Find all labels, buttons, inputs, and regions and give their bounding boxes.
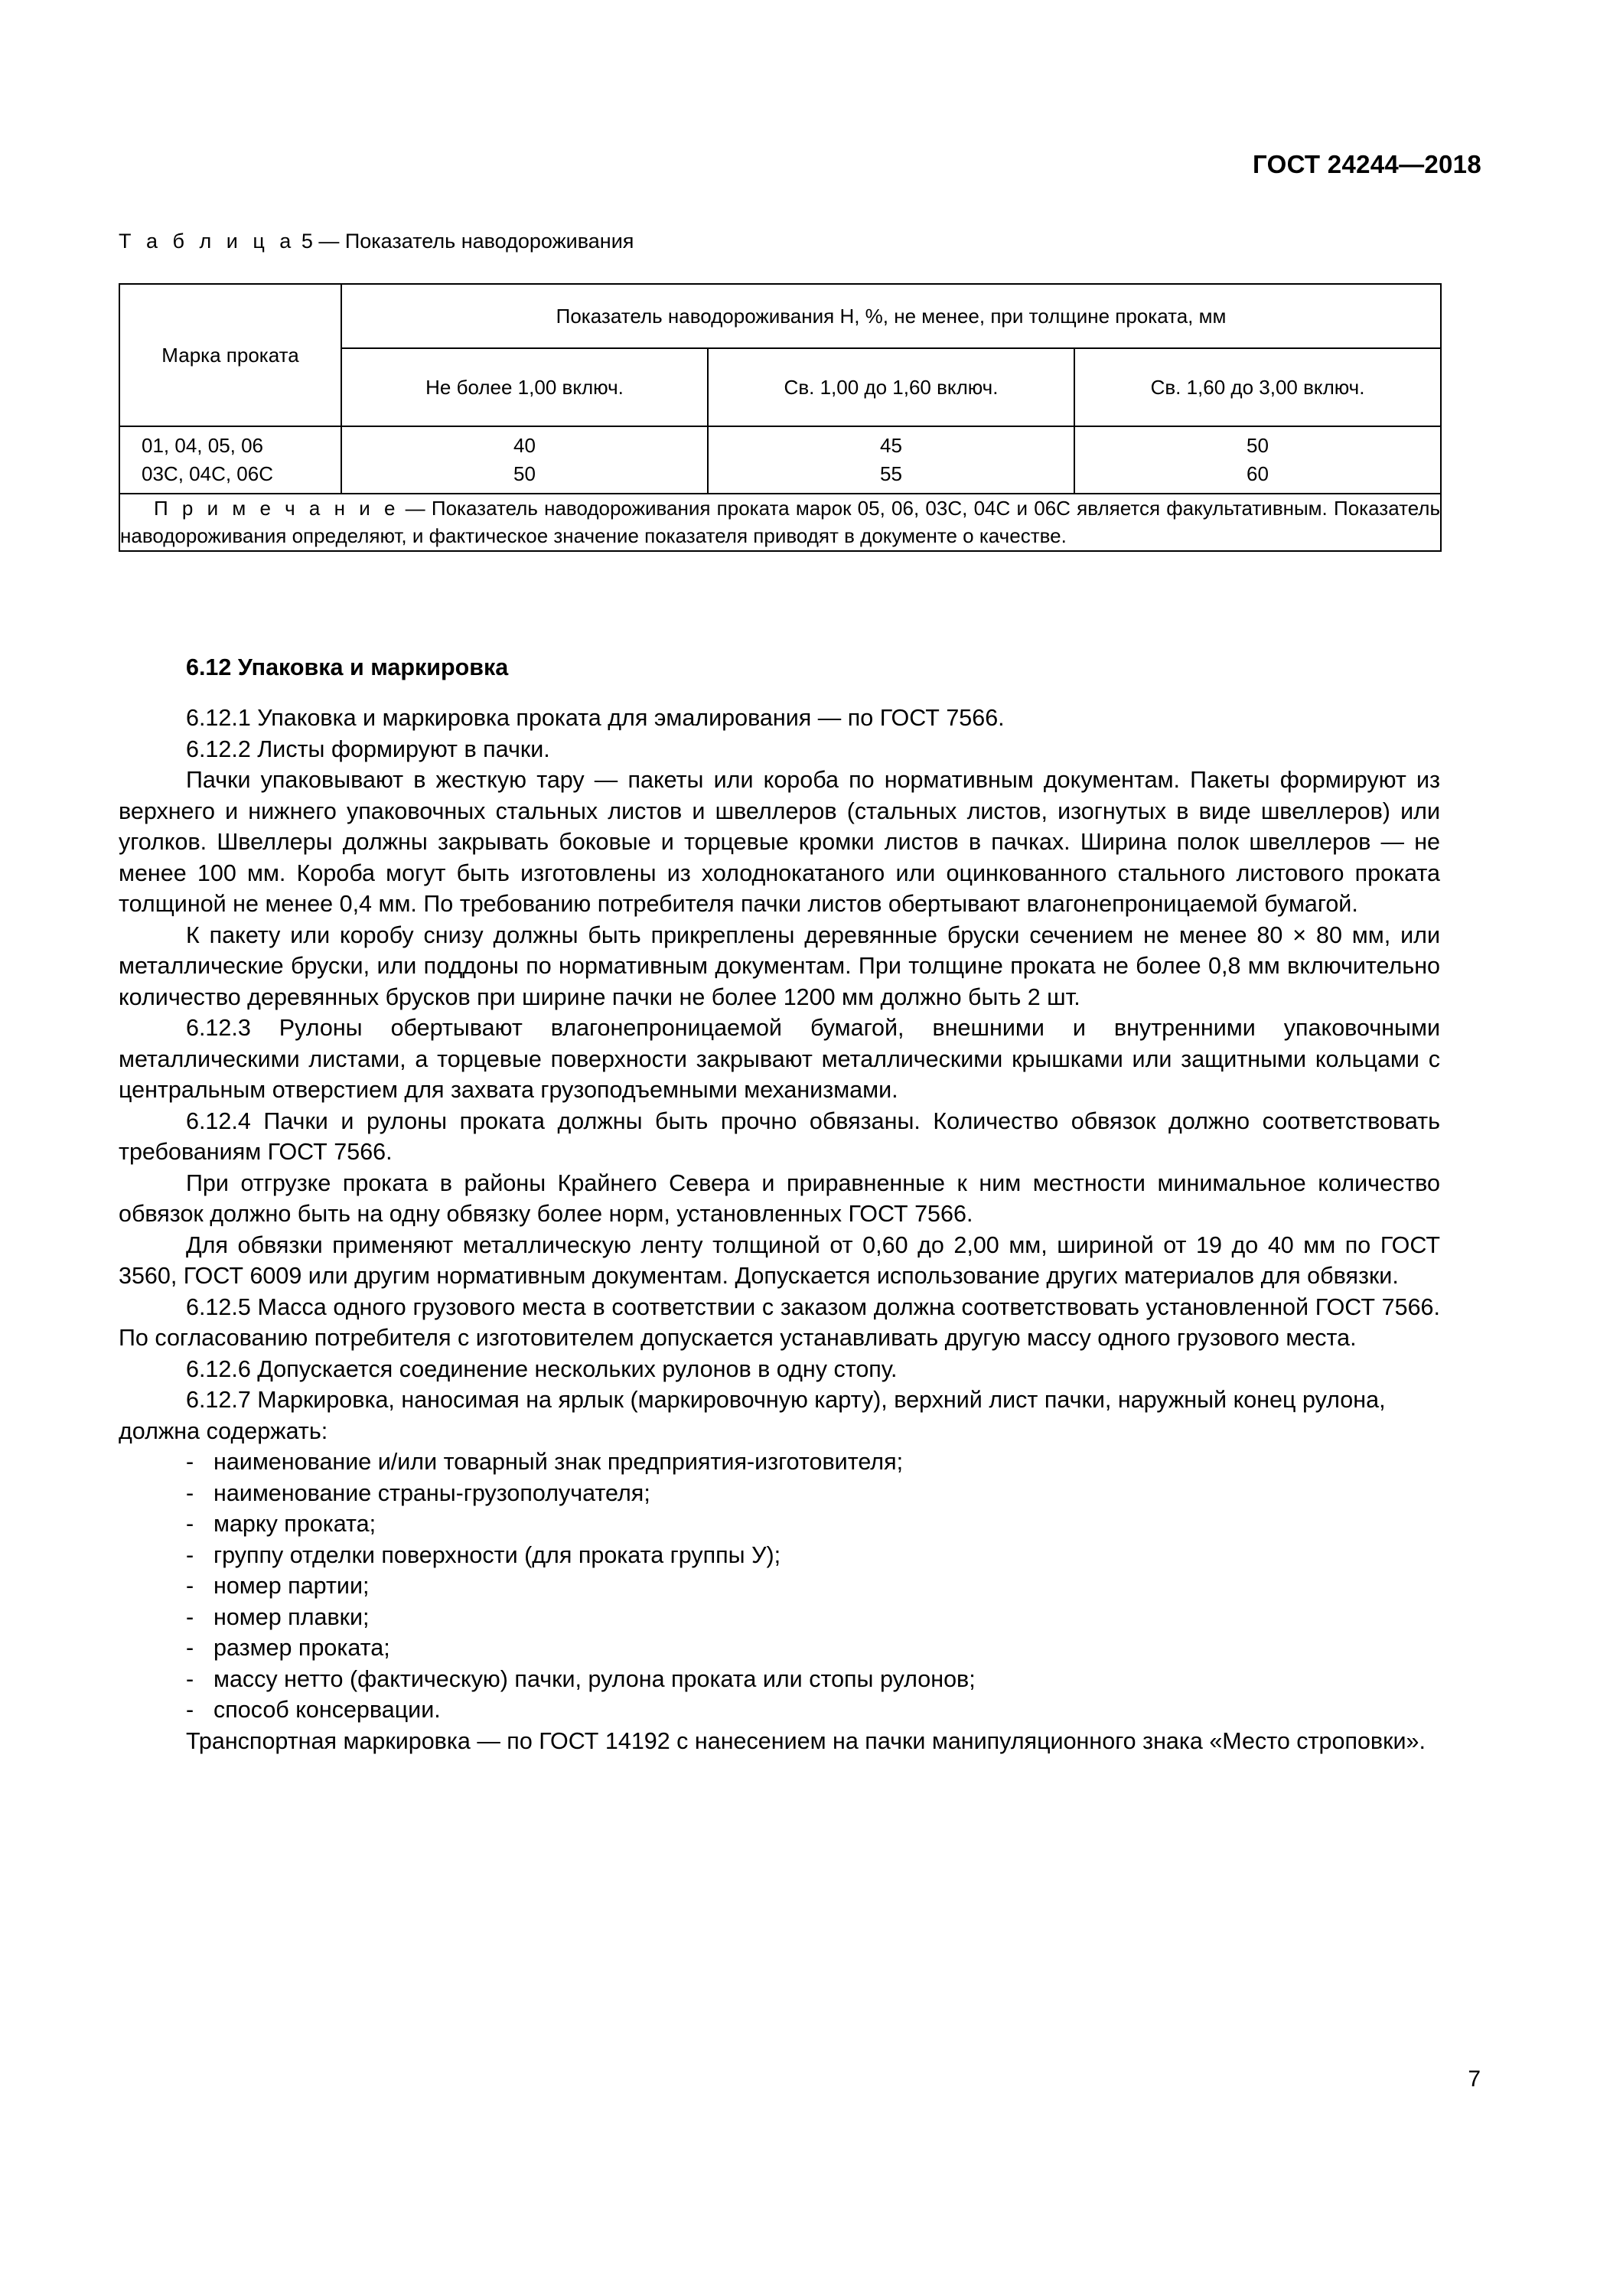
list-dash-icon: - [186, 1635, 194, 1661]
list-item-label: способ консервации. [213, 1697, 441, 1723]
table-note-text: — Показатель наводороживания проката марок 05, 06, 03С, 04С и 06С является факультативным. Показатель наводороживания определяют, и фактическое значение показателя приводят в документе о качестве. [120, 497, 1441, 548]
paragraph-6-12-4: 6.12.4 Пачки и рулоны проката должны быть прочно обвязаны. Количество обвязок должно соответствовать требованиям ГОСТ 7566. [119, 1107, 1440, 1165]
list-item-label: наименование страны-грузополучателя; [213, 1479, 650, 1506]
list-dash-icon: - [186, 1479, 194, 1506]
table-cell-marks [119, 426, 341, 494]
list-item [119, 1602, 1440, 1633]
list-item-label: номер плавки; [213, 1603, 370, 1630]
list-dash-icon: - [186, 1511, 194, 1537]
list-item [119, 1478, 1440, 1509]
page-number: 7 [1468, 2066, 1481, 2092]
paragraph-strapping-tape: Для обвязки применяют металлическую ленту толщиной от 0,60 до 2,00 мм, шириной от 19 до 40 мм по ГОСТ 3560, ГОСТ 6009 или другим нормативным документам. Допускается использование других материалов для обвязки. [119, 1231, 1440, 1289]
list-item-label: марку проката; [213, 1511, 376, 1537]
list-item [119, 1694, 1440, 1726]
table-cell-value: 55 [880, 462, 902, 485]
table-cell-value: 50 [1247, 434, 1269, 458]
table-cell-value-col2 [708, 426, 1074, 494]
table-5-wrapper [119, 283, 1440, 552]
table-header-thickness-3: Св. 1,60 до 3,00 включ. [1074, 348, 1441, 426]
list-dash-icon: - [186, 1665, 194, 1692]
table-cell-value: 45 [880, 434, 902, 458]
table-header-thickness-2: Св. 1,00 до 1,60 включ. [708, 348, 1074, 426]
list-item-label: группу отделки поверхности (для проката группы У); [213, 1541, 781, 1568]
table-note [119, 494, 1441, 551]
marking-requirements-list [119, 1446, 1440, 1726]
list-item [119, 1570, 1440, 1602]
list-item [119, 1540, 1440, 1571]
list-dash-icon: - [186, 1541, 194, 1568]
table-note-label: П р и м е ч а н и е [154, 497, 399, 520]
table-caption [119, 230, 634, 253]
table-caption-label: Т а б л и ц а [119, 230, 296, 253]
list-dash-icon: - [186, 1697, 194, 1723]
paragraph-transport-marking: Транспортная маркировка — по ГОСТ 14192 с нанесением на пачки манипуляционного знака «Место строповки». [186, 1727, 1426, 1754]
table-row [119, 426, 1441, 494]
paragraph-6-12-5: 6.12.5 Масса одного грузового места в соответствии с заказом должна соответствовать установленной ГОСТ 7566. По согласованию потребителя с изготовителем допускается устанавливать другую массу одного грузового места. [119, 1293, 1440, 1351]
table-hydrogenation-index [119, 283, 1442, 552]
paragraph-packing-rigid: Пачки упаковывают в жесткую тару — пакеты или короба по нормативным документам. Пакеты формируют из верхнего и нижнего упаковочных стальных листов и швеллеров (стальных листов, изогнутых в виде швеллеров) или уголков. Швеллеры должны закрывать боковые и торцевые кромки листов в пачках. Ширина полок швеллеров — не менее 100 мм. Короба могут быть изготовлены из холоднокатаного или оцинкованного стального листового проката толщиной не менее 0,4 мм. По требованию потребителя пачки листов обертывают влагонепроницаемой бумагой. [119, 767, 1440, 917]
table-caption-text: 5 — Показатель наводороживания [301, 230, 634, 253]
list-item [119, 1632, 1440, 1664]
table-header-group: Показатель наводороживания H, %, не менее, при толщине проката, мм [341, 284, 1441, 348]
list-item [119, 1664, 1440, 1695]
paragraph-far-north: При отгрузке проката в районы Крайнего Севера и приравненные к ним местности минимальное количество обвязок должно быть на одну обвязку более норм, установленных ГОСТ 7566. [119, 1169, 1440, 1227]
list-item-label: размер проката; [213, 1635, 390, 1661]
table-cell-mark-line: 01, 04, 05, 06 [142, 434, 264, 458]
table-cell-value: 60 [1247, 462, 1269, 485]
list-item [119, 1508, 1440, 1540]
paragraph-6-12-1: 6.12.1 Упаковка и маркировка проката для эмалирования — по ГОСТ 7566. [186, 705, 1005, 731]
table-header-mark: Марка проката [119, 284, 341, 426]
table-header-thickness-1: Не более 1,00 включ. [341, 348, 708, 426]
list-item-label: номер партии; [213, 1573, 370, 1599]
table-cell-value-col1 [341, 426, 708, 494]
list-dash-icon: - [186, 1449, 194, 1475]
paragraph-6-12-6: 6.12.6 Допускается соединение нескольких рулонов в одну стопу. [186, 1355, 898, 1382]
table-cell-value: 40 [513, 434, 536, 458]
list-item-label: массу нетто (фактическую) пачки, рулона проката или стопы рулонов; [213, 1665, 976, 1692]
paragraph-wooden-bars: К пакету или коробу снизу должны быть прикреплены деревянные бруски сечением не менее 80 × 80 мм, или металлические бруски, или поддоны по нормативным документам. При толщине проката не более 0,8 мм включительно количество деревянных брусков при ширине пачки не более 1200 мм должно быть 2 шт. [119, 921, 1440, 1010]
list-dash-icon: - [186, 1603, 194, 1630]
document-standard-header: ГОСТ 24244—2018 [1253, 150, 1481, 178]
paragraph-6-12-7: 6.12.7 Маркировка, наносимая на ярлык (маркировочную карту), верхний лист пачки, наружный конец рулона, должна содержать: [119, 1387, 1386, 1444]
table-note-row [119, 494, 1441, 551]
section-heading: 6.12 Упаковка и маркировка [186, 654, 509, 680]
list-item [119, 1446, 1440, 1478]
table-cell-value-col3 [1074, 426, 1441, 494]
list-item-label: наименование и/или товарный знак предприятия-изготовителя; [213, 1449, 904, 1475]
paragraph-6-12-2: 6.12.2 Листы формируют в пачки. [186, 735, 550, 762]
section-content [119, 652, 1440, 1756]
table-header-row-1 [119, 284, 1441, 348]
table-cell-mark-line: 03С, 04С, 06С [142, 462, 273, 485]
paragraph-6-12-3: 6.12.3 Рулоны обертывают влагонепроницаемой бумагой, внешними и внутренними упаковочными металлическими листами, а торцевые поверхности закрывают металлическими крышками или защитными кольцами с центральным отверстием для захвата грузоподъемными механизмами. [119, 1015, 1440, 1103]
table-cell-value: 50 [513, 462, 536, 485]
list-dash-icon: - [186, 1573, 194, 1599]
